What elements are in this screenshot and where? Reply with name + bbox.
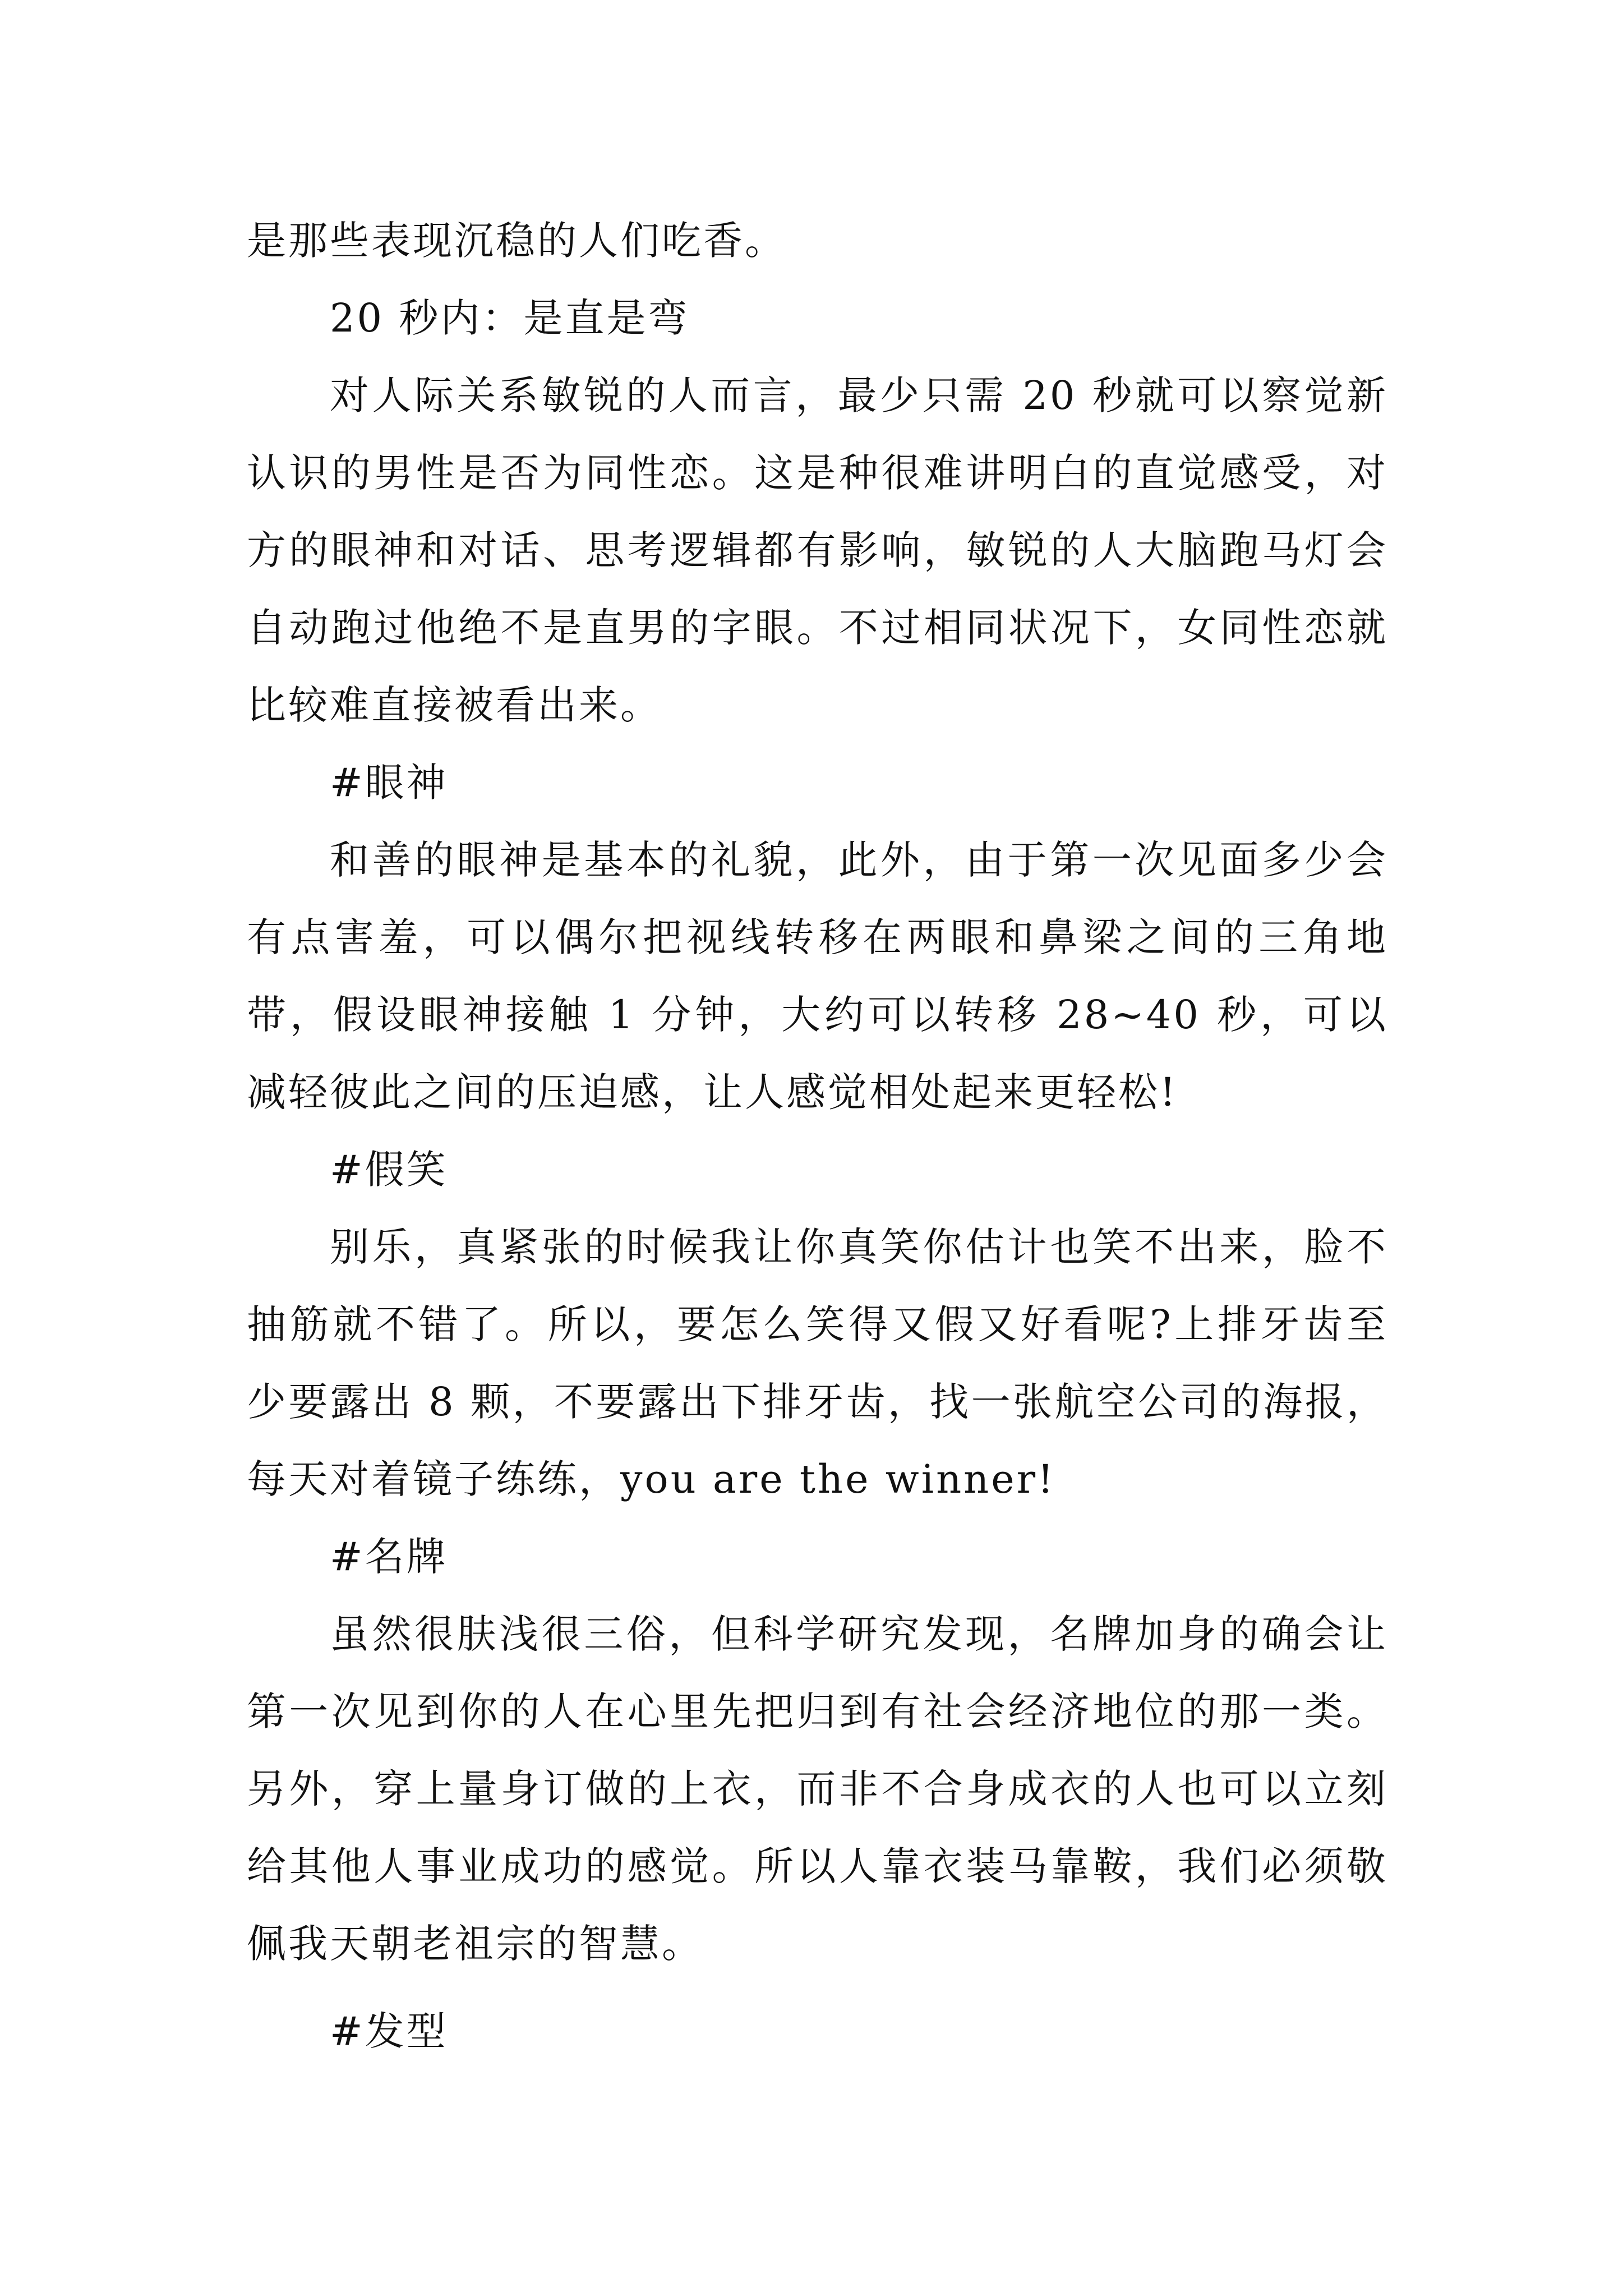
document-body: [247, 202, 1388, 2070]
section-heading-brands: #名牌: [330, 1534, 448, 1580]
paragraph-20-seconds: 对人际关系敏锐的人而言，最少只需 20 秒就可以察觉新认识的男性是否为同性恋。这是种很难讲明白的直觉感受，对方的眼神和对话、思考逻辑都有影响，敏锐的人大脑跑马灯会自动跑过他绝不是直男的字眼。不过相同状况下，女同性恋就比较难直接被看出来。: [247, 372, 1388, 728]
paragraph-continuation: 是那些表现沉稳的人们吃香。: [247, 218, 786, 264]
section-heading-eyes: #眼神: [330, 760, 448, 806]
paragraph-brands: 虽然很肤浅很三俗，但科学研究发现，名牌加身的确会让第一次见到你的人在心里先把归到有社会经济地位的那一类。另外，穿上量身订做的上衣，而非不合身成衣的人也可以立刻给其他人事业成功的感觉。所以人靠衣装马靠鞍，我们必须敬佩我天朝老祖宗的智慧。: [247, 1611, 1388, 1967]
paragraph-fake-smile: 别乐，真紧张的时候我让你真笑你估计也笑不出来，脸不抽筋就不错了。所以，要怎么笑得又假又好看呢?上排牙齿至少要露出 8 颗，不要露出下排牙齿，找一张航空公司的海报，每天对着镜子练练，you are the winner!: [247, 1224, 1388, 1502]
section-heading-20-seconds: 20 秒内：是直是弯: [330, 295, 690, 341]
section-heading-hairstyle: #发型: [330, 2008, 448, 2054]
section-heading-fake-smile: #假笑: [330, 1147, 448, 1193]
paragraph-eyes: 和善的眼神是基本的礼貌，此外，由于第一次见面多少会有点害羞，可以偶尔把视线转移在两眼和鼻梁之间的三角地带，假设眼神接触 1 分钟，大约可以转移 28~40 秒，可以减轻彼此之间的压迫感，让人感觉相处起来更轻松!: [247, 837, 1388, 1115]
